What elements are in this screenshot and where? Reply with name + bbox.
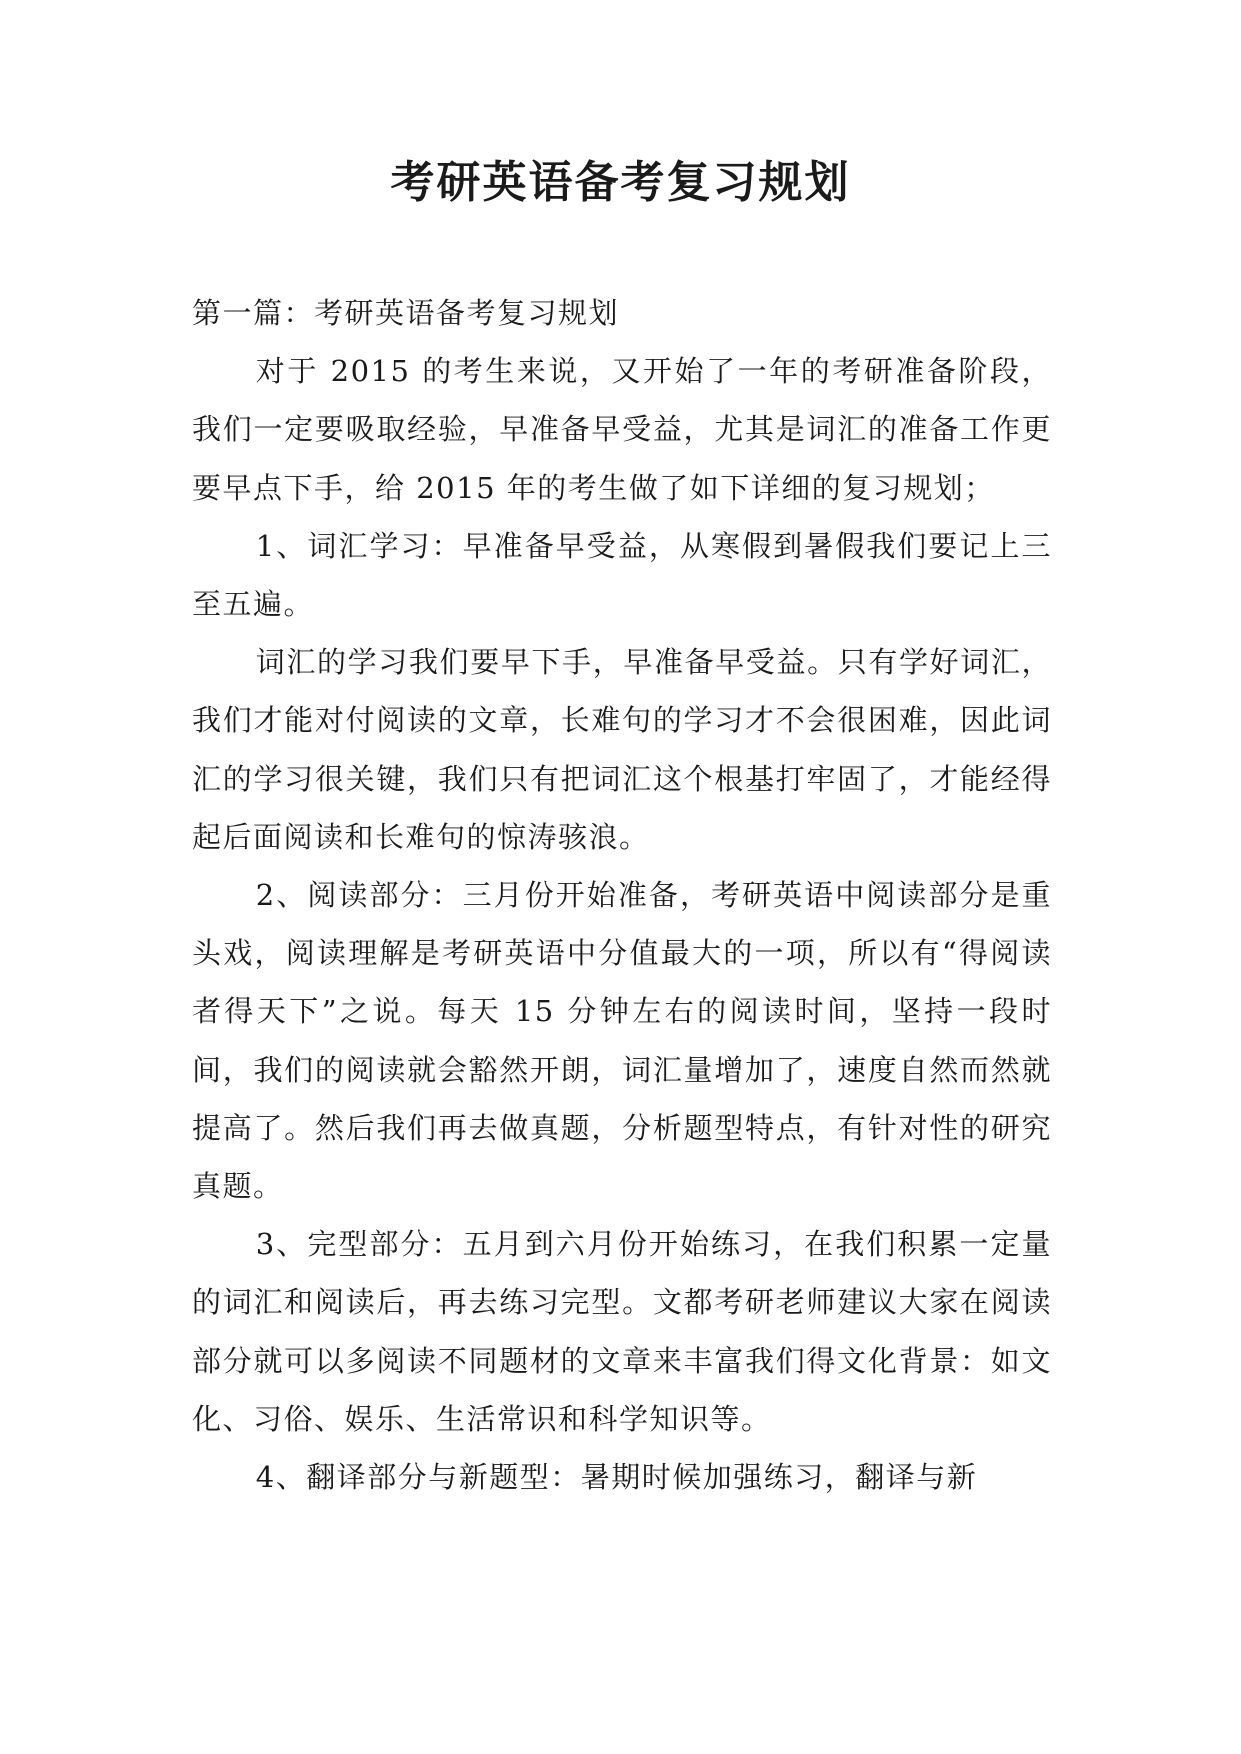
document-title: 考研英语备考复习规划 xyxy=(390,157,851,208)
paragraph-cloze: 3、完型部分：五月到六月份开始练习，在我们积累一定量的词汇和阅读后，再去练习完型。文都考研老师建议大家在阅读部分就可以多阅读不同题材的文章来丰富我们得文化背景：如文化、习俗、娱乐、生活常识和科学知识等。 xyxy=(192,1227,1052,1436)
document-body xyxy=(192,284,1052,1506)
paragraph-reading: 2、阅读部分：三月份开始准备，考研英语中阅读部分是重头戏，阅读理解是考研英语中分值最大的一项，所以有“得阅读者得天下”之说。每天 15 分钟左右的阅读时间，坚持一段时间，我们的阅读就会豁然开朗，词汇量增加了，速度自然而然就提高了。然后我们再去做真题，分析题型特点，有针对性的研究真题。 xyxy=(192,878,1052,1204)
paragraph-vocabulary-detail: 词汇的学习我们要早下手，早准备早受益。只有学好词汇，我们才能对付阅读的文章，长难句的学习才不会很困难，因此词汇的学习很关键，我们只有把词汇这个根基打牢固了，才能经得起后面阅读和长难句的惊涛骇浪。 xyxy=(192,645,1052,854)
paragraph-intro: 对于 2015 的考生来说，又开始了一年的考研准备阶段，我们一定要吸取经验，早准备早受益，尤其是词汇的准备工作更要早点下手，给 2015 年的考生做了如下详细的复习规划； xyxy=(192,354,1052,505)
paragraph-translation: 4、翻译部分与新题型：暑期时候加强练习，翻译与新 xyxy=(255,1460,978,1495)
paragraph-vocabulary-heading: 1、词汇学习：早准备早受益，从寒假到暑假我们要记上三至五遍。 xyxy=(192,528,1052,622)
section-heading: 第一篇：考研英语备考复习规划 xyxy=(192,296,620,330)
